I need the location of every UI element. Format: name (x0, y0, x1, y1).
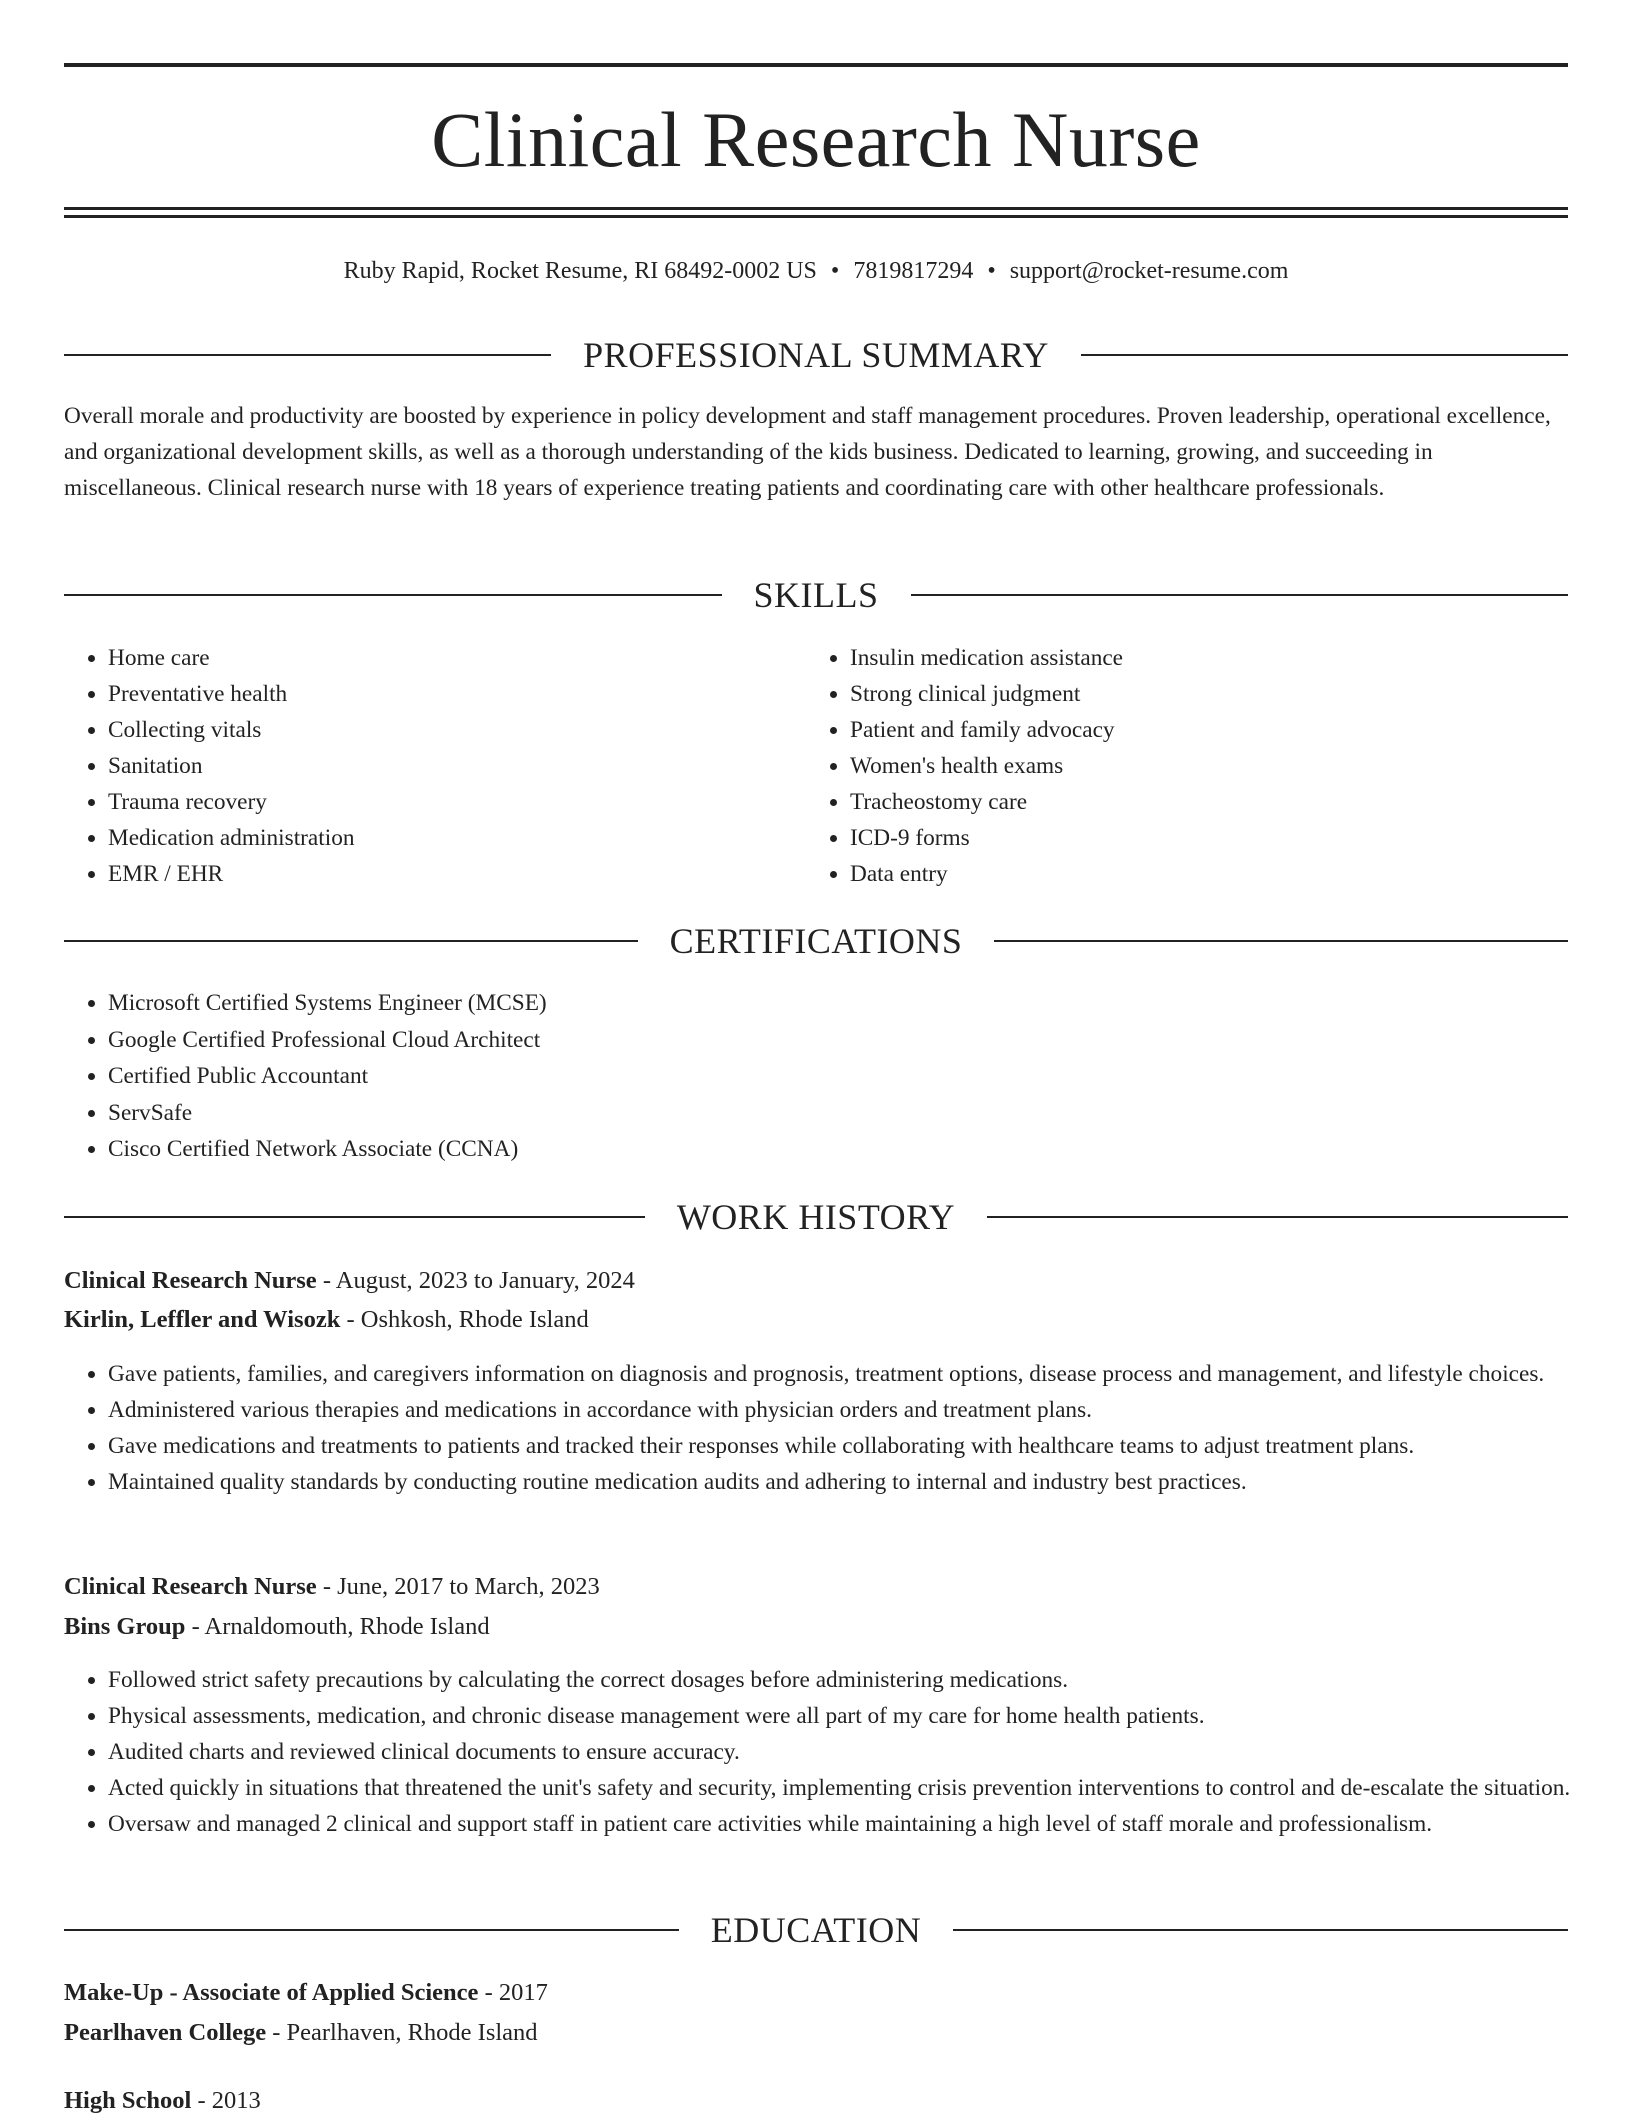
job-bullet: • Followed strict safety precautions by calculating the correct dosages before administering medications. (108, 1662, 1612, 1698)
skill-item: • Preventative health (108, 676, 848, 712)
job-bullet: • Acted quickly in situations that threatened the unit's safety and security, implementing crisis prevention interventions to control and de-escalate the situation. (108, 1770, 1612, 1806)
skill-item: • Tracheostomy care (850, 784, 1590, 820)
skill-item: • Medication administration (108, 820, 848, 856)
job-company-line (64, 1608, 1568, 1646)
section-heading-work (64, 1193, 1568, 1241)
skill-item: • Strong clinical judgment (850, 676, 1590, 712)
job-location: - Arnaldomouth, Rhode Island (185, 1613, 490, 1640)
job-dates: - June, 2017 to March, 2023 (316, 1573, 600, 1600)
job-location: - Oshkosh, Rhode Island (340, 1306, 589, 1333)
job-title: Clinical Research Nurse (64, 1267, 317, 1294)
heading-rule (64, 1216, 645, 1218)
job-company-line (64, 1301, 1568, 1339)
skill-item: • Data entry (850, 856, 1590, 892)
heading-rule (994, 940, 1568, 942)
contact-line (64, 253, 1568, 289)
summary-text: Overall morale and productivity are boosted by experience in policy development and staff management procedures. Proven leadership, operational excellence, and organizational development skills, as well as a thorough understanding of the kids business. Dedicated to learning, growing, and succeeding in miscellaneous. Clinical research nurse with 18 years of experience treating patients and coordinating care with other healthcare professionals. (64, 403, 1551, 501)
job-bullets (64, 1662, 1612, 1842)
certifications-list (64, 985, 1612, 1168)
contact-address: Ruby Rapid, Rocket Resume, RI 68492-0002 US (343, 258, 817, 284)
job-company: Kirlin, Leffler and Wisozk (64, 1306, 341, 1333)
job-bullet: • Maintained quality standards by conducting routine medication audits and adhering to internal and industry best practices. (108, 1464, 1612, 1500)
section-title: SKILLS (753, 575, 879, 615)
job-bullets (64, 1356, 1612, 1500)
skill-item: • ICD-9 forms (850, 820, 1590, 856)
skill-item: • Insulin medication assistance (850, 640, 1590, 676)
section-title: WORK HISTORY (676, 1197, 956, 1237)
title-rule (64, 207, 1568, 210)
section-title: EDUCATION (710, 1910, 922, 1950)
contact-email: support@rocket-resume.com (1009, 258, 1289, 284)
job-bullet: • Oversaw and managed 2 clinical and support staff in patient care activities while maintaining a high level of staff morale and professionalism. (108, 1806, 1612, 1842)
job-company: Bins Group (64, 1613, 186, 1640)
certification-item: • Google Certified Professional Cloud Architect (108, 1022, 1612, 1059)
heading-rule (64, 940, 638, 942)
heading-rule (953, 1929, 1568, 1931)
heading-rule (64, 354, 551, 356)
job-title-line (64, 1262, 1568, 1300)
education-school: Pearlhaven College (64, 2019, 267, 2046)
section-heading-certifications (64, 917, 1568, 965)
section-title: CERTIFICATIONS (669, 921, 963, 961)
education-year: - 2017 (478, 1979, 548, 2006)
job-dates: - August, 2023 to January, 2024 (316, 1267, 635, 1294)
skill-item: • Women's health exams (850, 748, 1590, 784)
heading-rule (1081, 354, 1568, 356)
skill-item: • Patient and family advocacy (850, 712, 1590, 748)
skill-item: • Trauma recovery (108, 784, 848, 820)
heading-rule (911, 594, 1569, 596)
job-bullet: • Gave medications and treatments to patients and tracked their responses while collaborating with healthcare teams to adjust treatment plans. (108, 1428, 1612, 1464)
resume-title: Clinical Research Nurse (431, 96, 1201, 183)
education-location: - Pearlhaven, Rhode Island (266, 2019, 538, 2046)
skill-item: • Home care (108, 640, 848, 676)
section-heading-skills (64, 571, 1568, 619)
certification-item: • Certified Public Accountant (108, 1058, 1612, 1095)
job-bullet: • Administered various therapies and medications in accordance with physician orders and treatment plans. (108, 1392, 1612, 1428)
section-title: PROFESSIONAL SUMMARY (583, 335, 1049, 375)
certification-item: • ServSafe (108, 1095, 1612, 1132)
job-bullet: • Audited charts and reviewed clinical documents to ensure accuracy. (108, 1734, 1612, 1770)
education-degree-line (64, 1974, 1568, 2012)
education-degree: Make-Up - Associate of Applied Science (64, 1979, 479, 2006)
section-heading-summary (64, 331, 1568, 379)
education-school-line (64, 2014, 1568, 2052)
title-rule (64, 215, 1568, 218)
job-title: Clinical Research Nurse (64, 1573, 317, 1600)
education-degree: High School (64, 2087, 192, 2114)
separator-dot: • (987, 258, 996, 284)
separator-dot: • (830, 258, 840, 284)
heading-rule (987, 1216, 1568, 1218)
skills-list-left (64, 640, 848, 892)
skill-item: • EMR / EHR (108, 856, 848, 892)
contact-phone: 7819817294 (853, 258, 974, 284)
job-bullet: • Gave patients, families, and caregivers information on diagnosis and prognosis, treatment options, disease process and management, and lifestyle choices. (108, 1356, 1612, 1392)
heading-rule (64, 594, 722, 596)
education-year: - 2013 (191, 2087, 261, 2114)
top-rule (64, 63, 1568, 67)
skill-item: • Sanitation (108, 748, 848, 784)
section-heading-education (64, 1906, 1568, 1954)
job-title-line (64, 1568, 1568, 1606)
education-degree-line (64, 2082, 1568, 2120)
job-bullet: • Physical assessments, medication, and chronic disease management were all part of my care for home health patients. (108, 1698, 1612, 1734)
heading-rule (64, 1929, 679, 1931)
certification-item: • Cisco Certified Network Associate (CCNA) (108, 1131, 1612, 1168)
skills-list-right (806, 640, 1590, 892)
certification-item: • Microsoft Certified Systems Engineer (MCSE) (108, 985, 1612, 1022)
skill-item: • Collecting vitals (108, 712, 848, 748)
